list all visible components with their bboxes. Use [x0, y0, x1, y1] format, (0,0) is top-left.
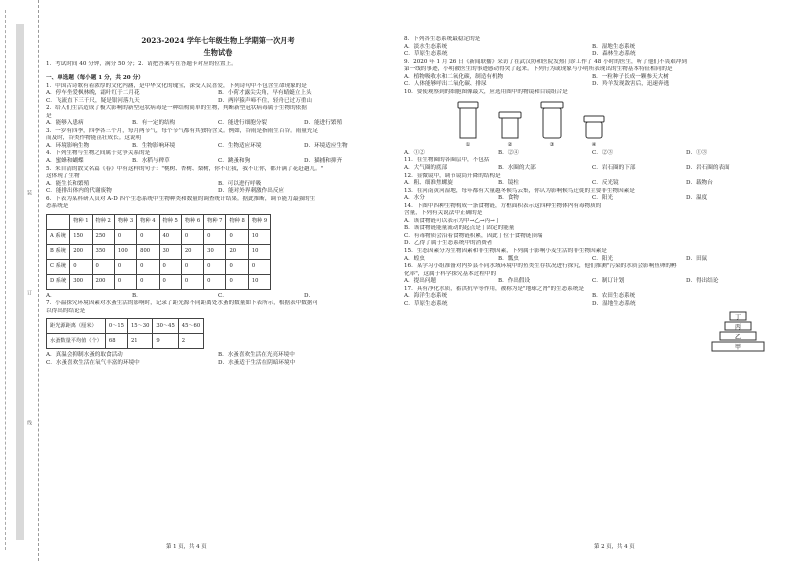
pyramid-label: 丁 — [734, 314, 742, 321]
question-text: 是 — [46, 112, 52, 119]
table-cell: 9 — [153, 334, 178, 349]
table-cell: 0 — [204, 259, 226, 274]
table-cell: 10 — [248, 274, 270, 289]
answer-option: B．湿地生态系统 — [592, 43, 636, 50]
table-cell: 150 — [70, 229, 92, 244]
exam-notes: 1．考试时间 40 分钟，满分 50 分；2．请把答案写在答题卡对应的位置上。 — [46, 61, 237, 68]
pyramid-label: 丙 — [734, 324, 742, 331]
table-cell: 0 — [181, 274, 203, 289]
question-6-options — [46, 293, 390, 301]
question-list-right — [404, 36, 780, 96]
answer-option: B． — [132, 292, 142, 299]
food-chain-pyramid — [710, 310, 766, 354]
question-text: 7．小温探究环境因素对水蚤生活的影响时，记录了距光源不同距离处水蚤的数量如下表所示，根据表中数据可 — [46, 300, 319, 307]
answer-option: A．环境影响生物 — [46, 142, 90, 149]
answer-option: A．植物吸收水和二氧化碳，制造有机物 — [404, 73, 504, 80]
answer-option: D．田鼠 — [686, 255, 708, 262]
table-row — [47, 274, 271, 289]
table-cell: 物种 6 — [181, 214, 203, 229]
option-row — [404, 195, 780, 203]
table-cell: 0 — [159, 274, 181, 289]
answer-option: B．作出假设 — [498, 278, 531, 285]
option-row — [404, 278, 780, 286]
answer-option: C．②③ — [592, 149, 614, 156]
answer-option: C．飞流直下三千尺，疑是银河落九天 — [46, 97, 140, 104]
lens-2-icon — [496, 110, 524, 140]
answer-option: B．可以进行呼吸 — [218, 180, 262, 187]
lens-labels — [454, 142, 780, 150]
table-cell: 45～60 — [178, 319, 203, 334]
question-text: 而及时，谷类作物能茁壮成长。这说明 — [46, 135, 142, 142]
answer-option: A．①② — [404, 149, 425, 156]
answer-option: B．小荷才露尖尖角，早有蜻蜓立上头 — [218, 90, 312, 97]
answer-option: C．水蚤喜欢生活在氧气丰富的环境中 — [46, 360, 140, 367]
answer-option: B．农田生态系统 — [592, 293, 636, 300]
answer-option: C．跳蚤和狗 — [218, 158, 251, 164]
answer-option: B．镜柱 — [498, 180, 519, 187]
table-cell: 物种 3 — [114, 214, 136, 229]
table-cell: 0 — [114, 229, 136, 244]
question-text: 3．一岁有四季，四季各三个月，每月两节气，每个节气都有其独特含义。例如，谷雨是指雨生百谷。雨量充足 — [46, 127, 319, 134]
table-cell: 物种 8 — [226, 214, 248, 229]
table-cell: D 系统 — [47, 274, 70, 289]
table-cell: 0 — [70, 259, 92, 274]
question-text: 10．要使观察到的细胞图像最大，应选用图中的物镜和目镜组合是 — [404, 88, 568, 95]
table-cell: A 系统 — [47, 229, 70, 244]
answer-option: C．阳光 — [592, 195, 614, 202]
option-row — [404, 256, 780, 264]
question-text: D．乙得了属于生态系统中的消费者 — [404, 240, 493, 247]
answer-option: B．生物影响环境 — [132, 142, 176, 149]
lens-label: ③ — [549, 142, 555, 149]
question-text: A．该食物链可以表示为甲→乙→丙→丁 — [404, 217, 501, 224]
question-text: C．有毒物质会沿着食物链积累，因此丁位于食物链顶端 — [404, 232, 543, 239]
table-cell: 0 — [226, 274, 248, 289]
table-row — [47, 244, 271, 259]
answer-option: C．人体能够呼出二氧化碳、排尿 — [404, 81, 487, 88]
page-footer-left: 第 1 页，共 4 页 — [166, 543, 207, 550]
answer-option: A．蝗虫 — [404, 255, 425, 262]
answer-option: A．大气圈的底部 — [404, 165, 448, 172]
table-cell: 68 — [105, 334, 127, 349]
answer-option: A．粗、细准焦螺旋 — [404, 180, 453, 187]
table-row — [47, 319, 204, 334]
table-cell: 物种 7 — [204, 214, 226, 229]
question-7-options — [46, 352, 390, 367]
option-row — [404, 180, 780, 188]
answer-option: D．羚羊发现敌害后，迅速奔逃 — [592, 81, 670, 88]
table-cell: 10 — [248, 229, 270, 244]
lens-3-icon — [538, 100, 566, 140]
right-page — [404, 0, 780, 561]
answer-option: B．水圈的大部 — [498, 165, 536, 172]
table-cell: 0 — [137, 274, 159, 289]
question-list-left — [46, 83, 390, 211]
pyramid-label: 乙 — [734, 334, 742, 341]
answer-option: D．环境适应生物 — [304, 142, 348, 149]
table-cell: 0 — [92, 259, 114, 274]
option-row — [46, 90, 390, 98]
answer-option: A．能够入患病 — [46, 120, 84, 127]
answer-option: A．淡水生态系统 — [404, 43, 448, 50]
question-text: 5．朱自清的散文名篇《春》中有这样的句子："桃树、杏树、梨树，你不让我，我不让你，都开满了花赶趟儿。" — [46, 165, 324, 172]
answer-option: C．生物适应环境 — [218, 142, 262, 149]
question-text: 16．某学习小组准备对内乡县不同水域环境中的鱼类生存状况进行探究，他们推测"污染的水质会影响鱼卵的孵 — [404, 263, 677, 270]
species-table — [46, 214, 271, 290]
option-row — [404, 301, 780, 309]
option-row — [404, 293, 780, 301]
answer-option: C．制订计划 — [592, 278, 625, 285]
option-row — [46, 98, 390, 106]
table-cell: 15～30 — [127, 319, 152, 334]
table-cell: 350 — [92, 244, 114, 259]
answer-option: A．提出问题 — [404, 278, 437, 285]
question-text: 这体现了生物 — [46, 173, 80, 180]
exam-title: 2023-2024 学年七年级生物上学期第一次月考 — [141, 36, 295, 45]
table-cell: 物种 1 — [70, 214, 92, 229]
question-text: 9．2020 年 1 月 26 日《新闻联播》采访了在武汉协和医院发热门诊工作了 48 小时的医生，听了他们不畏艰冲到 — [404, 58, 687, 65]
question-text: 含量，下列有关说法中正确的是 — [404, 210, 483, 217]
table-cell: B 系统 — [47, 244, 70, 259]
question-10-options — [404, 150, 780, 158]
question-text: 2．给人们生活造成了极大影响的新型冠状病毒是一种结构简单的生物，判断新型冠状病毒属于生物的依据 — [46, 105, 307, 112]
answer-option: B．②④ — [498, 149, 519, 156]
table-cell: 0 — [114, 274, 136, 289]
answer-option: A．停车坐爱枫林晚，霜叶红于二月花 — [46, 90, 140, 97]
question-text: 第一线的事迹，小明被医生的事迹感动得哭了起来。下列行为或现象与小明所表现出的生物基本特征相同的是 — [404, 66, 673, 73]
answer-option: D．能对外界刺激作出反应 — [218, 188, 285, 195]
question-text: 1．中国古诗歌有着浓厚的文化内涵，是中华文化的瑰宝，深受人民喜爱，下列诗句中不包含生命现象的是 — [46, 82, 307, 89]
table-cell: 0 — [226, 229, 248, 244]
question-text: 15．生态因素分为生物因素和非生物因素，下列属于影响小麦生活的非生物因素是 — [404, 248, 607, 255]
table-cell: 20 — [181, 244, 203, 259]
answer-option: D．水蚤适于生活在阴暗环境中 — [218, 360, 296, 367]
lens-4-icon — [580, 114, 608, 140]
question-7 — [46, 300, 390, 315]
table-cell: 物种 4 — [137, 214, 159, 229]
table-cell: 40 — [159, 229, 181, 244]
question-text: 17．具有净化水质，蓄洪抗旱等作用，被称为是"地球之肾"的生态系统是 — [404, 285, 585, 292]
table-cell: 30 — [204, 244, 226, 259]
pyramid-label: 甲 — [734, 344, 742, 351]
table-cell: 0 — [137, 259, 159, 274]
answer-option: A． — [46, 292, 56, 299]
option-row — [46, 352, 390, 360]
lens-1-icon — [454, 100, 482, 140]
table-cell: 水蚤数量平均值（个） — [47, 334, 106, 349]
answer-option: D．岩石圈的表面 — [686, 165, 730, 172]
table-cell: 物种 9 — [248, 214, 270, 229]
table-cell: 物种 5 — [159, 214, 181, 229]
table-cell: 100 — [114, 244, 136, 259]
table-cell: 250 — [92, 229, 114, 244]
answer-option: C．能进行细胞分裂 — [218, 120, 268, 127]
table-cell: 0 — [204, 229, 226, 244]
answer-option: D．①③ — [686, 149, 708, 156]
question-text: 14．下图中四种生物构成一条食物链，方框面积表示这四种生物体内有毒物质的 — [404, 202, 602, 209]
binding-label: 订 — [26, 290, 32, 295]
question-text: 化率"，这属于科学探究基本过程中的 — [404, 270, 497, 277]
table-cell: 0～15 — [105, 319, 127, 334]
table-cell: 2 — [178, 334, 203, 349]
table-row — [47, 334, 204, 349]
answer-option: D．得出结论 — [686, 278, 719, 285]
table-cell: 0 — [181, 229, 203, 244]
question-text: 13．在河南黄河湿地，每年都有大量越冬候鸟云集，你认为影响候鸟迁徙的主要非生物因素是 — [404, 187, 635, 194]
table-cell: 10 — [248, 244, 270, 259]
option-row — [404, 44, 780, 52]
table-cell: 距光源距离（厘米） — [47, 319, 106, 334]
answer-option: B．一粒种子长成一颗参天大树 — [592, 73, 669, 80]
table-cell: 20 — [226, 244, 248, 259]
objective-lenses-figure — [454, 100, 780, 140]
question-text: B．该食物链能量流动的起点是丁固定的能量 — [404, 225, 515, 232]
answer-option: B．食物 — [498, 195, 519, 202]
table-cell — [47, 214, 70, 229]
answer-option: D．两岸猿声啼不住，轻舟已过万重山 — [218, 97, 312, 104]
answer-option: B．有一定的结构 — [132, 120, 176, 127]
answer-option: D．猫捕和抑齐 — [304, 158, 343, 164]
binding-dashes — [5, 10, 10, 550]
table-cell: 物种 2 — [92, 214, 114, 229]
answer-option: B．瓢虫 — [498, 255, 519, 262]
table-row — [47, 259, 271, 274]
lens-label: ④ — [591, 142, 597, 149]
question-list-right-2 — [404, 157, 780, 308]
answer-option: A．水分 — [404, 195, 425, 202]
answer-option: C． — [218, 292, 228, 299]
question-text: 11．在生物圈的各圈层中，不包括 — [404, 157, 490, 164]
table-cell: 21 — [127, 334, 152, 349]
water-flea-table — [46, 318, 204, 349]
question-text: 态系统是 — [46, 203, 69, 210]
table-cell: 0 — [181, 259, 203, 274]
option-row — [46, 360, 390, 368]
exam-subtitle: 生物试卷 — [203, 47, 233, 57]
table-cell: 30～45 — [153, 319, 178, 334]
answer-option: B．水蚤喜欢生活在光亮环境中 — [218, 352, 295, 359]
answer-option: A．真温会抑制水蚤的取食活动 — [46, 352, 123, 359]
option-row — [404, 165, 780, 173]
answer-option: C．草原生态系统 — [404, 300, 448, 307]
answer-option: D．温度 — [686, 195, 708, 202]
answer-option: C．岩石圈的下部 — [592, 165, 636, 172]
table-cell: 0 — [204, 274, 226, 289]
answer-option: C．能排出体内的代谢废物 — [46, 188, 112, 195]
binding-margin — [0, 0, 39, 561]
table-cell: 0 — [114, 259, 136, 274]
option-row — [46, 188, 390, 196]
binding-label: 线 — [26, 420, 32, 425]
left-page — [46, 0, 390, 561]
answer-option: A．能生长和繁殖 — [46, 180, 90, 187]
table-cell: 0 — [159, 259, 181, 274]
table-row — [47, 229, 271, 244]
question-text: 4．下列生物与生物之间属于竞争关系的是 — [46, 150, 151, 157]
lens-label: ② — [507, 142, 513, 149]
answer-option: B．水稻与稗草 — [132, 158, 170, 164]
question-text: 以得出的结论是 — [46, 307, 86, 314]
table-cell: C 系统 — [47, 259, 70, 274]
question-text: 6．下表为某科研人员对 A-D 四个生态系统中生物种类和数量的调查统计结果。据此推断，调节能力最强的生 — [46, 195, 316, 202]
table-cell: 200 — [70, 244, 92, 259]
lens-label: ① — [465, 142, 471, 149]
table-cell: 0 — [226, 259, 248, 274]
answer-option: D．载物台 — [686, 180, 713, 187]
answer-option: D．湿地生态系统 — [592, 300, 636, 307]
table-row — [47, 214, 271, 229]
binding-label: 装 — [26, 190, 32, 195]
option-row — [46, 120, 390, 128]
answer-option: C．阳光 — [592, 255, 614, 262]
page-footer-right: 第 2 页，共 4 页 — [594, 543, 635, 550]
section-heading: 一、单选题（每小题 1 分，共 20 分） — [46, 74, 144, 81]
option-row — [46, 143, 390, 151]
option-row — [404, 81, 780, 89]
question-text: 12．显微镜中，调节镜筒升降的结构是 — [404, 172, 501, 179]
table-cell: 0 — [137, 229, 159, 244]
answer-option: A．海洋生态系统 — [404, 293, 448, 300]
question-text: 8．下列各生态系统最稳定的是 — [404, 36, 481, 42]
answer-option: A．蜜蜂和蝴蝶 — [46, 158, 84, 164]
answer-option: C．草原生态系统 — [404, 51, 448, 58]
binding-strip — [16, 24, 24, 540]
table-cell: 800 — [137, 244, 159, 259]
table-cell: 30 — [159, 244, 181, 259]
table-cell: 200 — [92, 274, 114, 289]
table-cell: 0 — [248, 259, 270, 274]
option-row — [46, 158, 390, 166]
answer-option: D．森林生态系统 — [592, 51, 636, 58]
answer-option: C．反光镜 — [592, 180, 619, 187]
table-cell: 300 — [70, 274, 92, 289]
option-row — [404, 51, 780, 59]
answer-option: D． — [304, 292, 315, 299]
answer-option: D．能进行繁殖 — [304, 120, 343, 127]
